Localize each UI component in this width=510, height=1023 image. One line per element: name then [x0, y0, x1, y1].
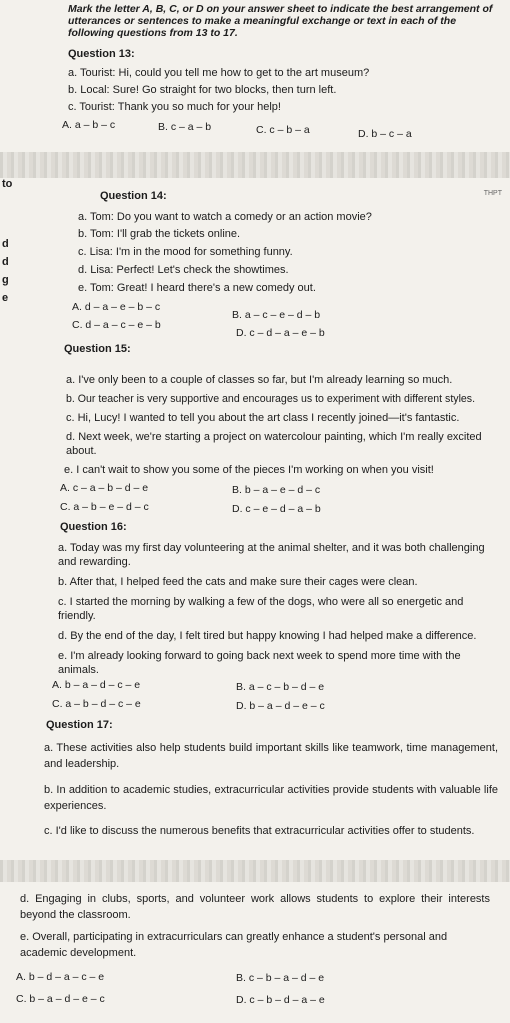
q17-item-d: d. Engaging in clubs, sports, and volunteer work allows students to explore their interests beyond the classroom. [20, 893, 490, 921]
q14-option-d[interactable]: D. c – d – a – e – b [236, 327, 325, 339]
q14-item-a: a. Tom: Do you want to watch a comedy or an action movie? [78, 211, 372, 223]
q15-option-c[interactable]: C. a – b – e – d – c [60, 501, 149, 513]
q13-item-a: a. Tourist: Hi, could you tell me how to get to the art museum? [68, 67, 370, 79]
q15-option-b[interactable]: B. b – a – e – d – c [232, 484, 321, 496]
q17-item-b: b. In addition to academic studies, extracurricular activities provide students with valuable life experiences. [44, 784, 498, 812]
q16-item-b: b. After that, I helped feed the cats and make sure their cages were clean. [58, 576, 418, 588]
q13-title: Question 13: [68, 48, 135, 60]
q13-option-d[interactable]: D. b – c – a [358, 128, 412, 140]
edge-fragment: d [2, 256, 9, 268]
q14-title: Question 14: [100, 190, 167, 202]
edge-fragment: e [2, 292, 9, 304]
q16-option-c[interactable]: C. a – b – d – c – e [52, 698, 141, 710]
watermark: THPT [483, 190, 502, 197]
q16-title: Question 16: [60, 521, 127, 533]
paper-fold-shadow [0, 152, 510, 178]
edge-fragment: d [2, 238, 9, 250]
left-edge-fragments [0, 178, 22, 304]
q16-item-a: a. Today was my first day volunteering at the animal shelter, and it was both challenging and rewarding. [58, 542, 485, 568]
q17-item-e: e. Overall, participating in extracurriculars can greatly enhance a student's personal and academic development. [20, 931, 448, 959]
q14-item-d: d. Lisa: Perfect! Let's check the showtimes. [78, 264, 289, 276]
q17-item-c: c. I'd like to discuss the numerous benefits that extracurricular activities offer to students. [44, 825, 475, 837]
q13-option-a[interactable]: A. a – b – c [62, 119, 116, 131]
q15-option-a[interactable]: A. c – a – b – d – e [60, 482, 149, 494]
edge-fragment: g [2, 274, 9, 286]
q15-title: Question 15: [64, 343, 131, 355]
q13-option-b[interactable]: B. c – a – b [158, 121, 212, 133]
q15-item-d: d. Next week, we're starting a project on watercolour painting, which I'm really excited about. [66, 431, 482, 457]
q16-item-e: e. I'm already looking forward to going back next week to spend more time with the animals. [58, 650, 461, 676]
q14-item-b: b. Tom: I'll grab the tickets online. [78, 228, 241, 240]
q13-item-b: b. Local: Sure! Go straight for two blocks, then turn left. [68, 84, 337, 96]
q14-item-c: c. Lisa: I'm in the mood for something funny. [78, 246, 293, 258]
q16-item-c: c. I started the morning by walking a few of the dogs, who were all so energetic and friendly. [58, 596, 464, 622]
q15-item-e: e. I can't wait to show you some of the pieces I'm working on when you visit! [64, 464, 434, 476]
q15-item-b: b. Our teacher is very supportive and encourages us to experiment with different styles. [66, 393, 476, 405]
q16-option-b[interactable]: B. a – c – b – d – e [236, 681, 325, 693]
q14-option-a[interactable]: A. d – a – e – b – c [72, 301, 161, 313]
instructions: Mark the letter A, B, C, or D on your answer sheet to indicate the best arrangement of utterances or sentences to make a meaningful exchange or text in each of the following questions from 13 to 17. [68, 3, 493, 39]
q15-item-c: c. Hi, Lucy! I wanted to tell you about the art class I recently joined—it's fantastic. [66, 412, 460, 424]
q17-option-a[interactable]: A. b – d – a – c – e [16, 971, 105, 983]
q13-option-c[interactable]: C. c – b – a [256, 124, 310, 136]
q17-option-b[interactable]: B. c – b – a – d – e [236, 972, 325, 984]
q14-item-e: e. Tom: Great! I heard there's a new comedy out. [78, 282, 316, 294]
q15-option-d[interactable]: D. c – e – d – a – b [232, 503, 321, 515]
q17-option-c[interactable]: C. b – a – d – e – c [16, 993, 105, 1005]
q13-item-c: c. Tourist: Thank you so much for your help! [68, 101, 281, 113]
q16-option-d[interactable]: D. b – a – d – e – c [236, 700, 325, 712]
q17-title: Question 17: [46, 719, 113, 731]
q17-item-a: a. These activities also help students build important skills like teamwork, time management, and leadership. [44, 742, 498, 770]
q14-option-b[interactable]: B. a – c – e – d – b [232, 309, 321, 321]
q16-item-d: d. By the end of the day, I felt tired but happy knowing I had helped make a difference. [58, 630, 477, 642]
q15-item-a: a. I've only been to a couple of classes so far, but I'm already learning so much. [66, 374, 453, 386]
q17-option-d[interactable]: D. c – b – d – a – e [236, 994, 325, 1006]
paper-fold-shadow [0, 860, 510, 882]
q16-option-a[interactable]: A. b – a – d – c – e [52, 679, 141, 691]
edge-fragment: to [2, 178, 13, 190]
q14-option-c[interactable]: C. d – a – c – e – b [72, 319, 161, 331]
